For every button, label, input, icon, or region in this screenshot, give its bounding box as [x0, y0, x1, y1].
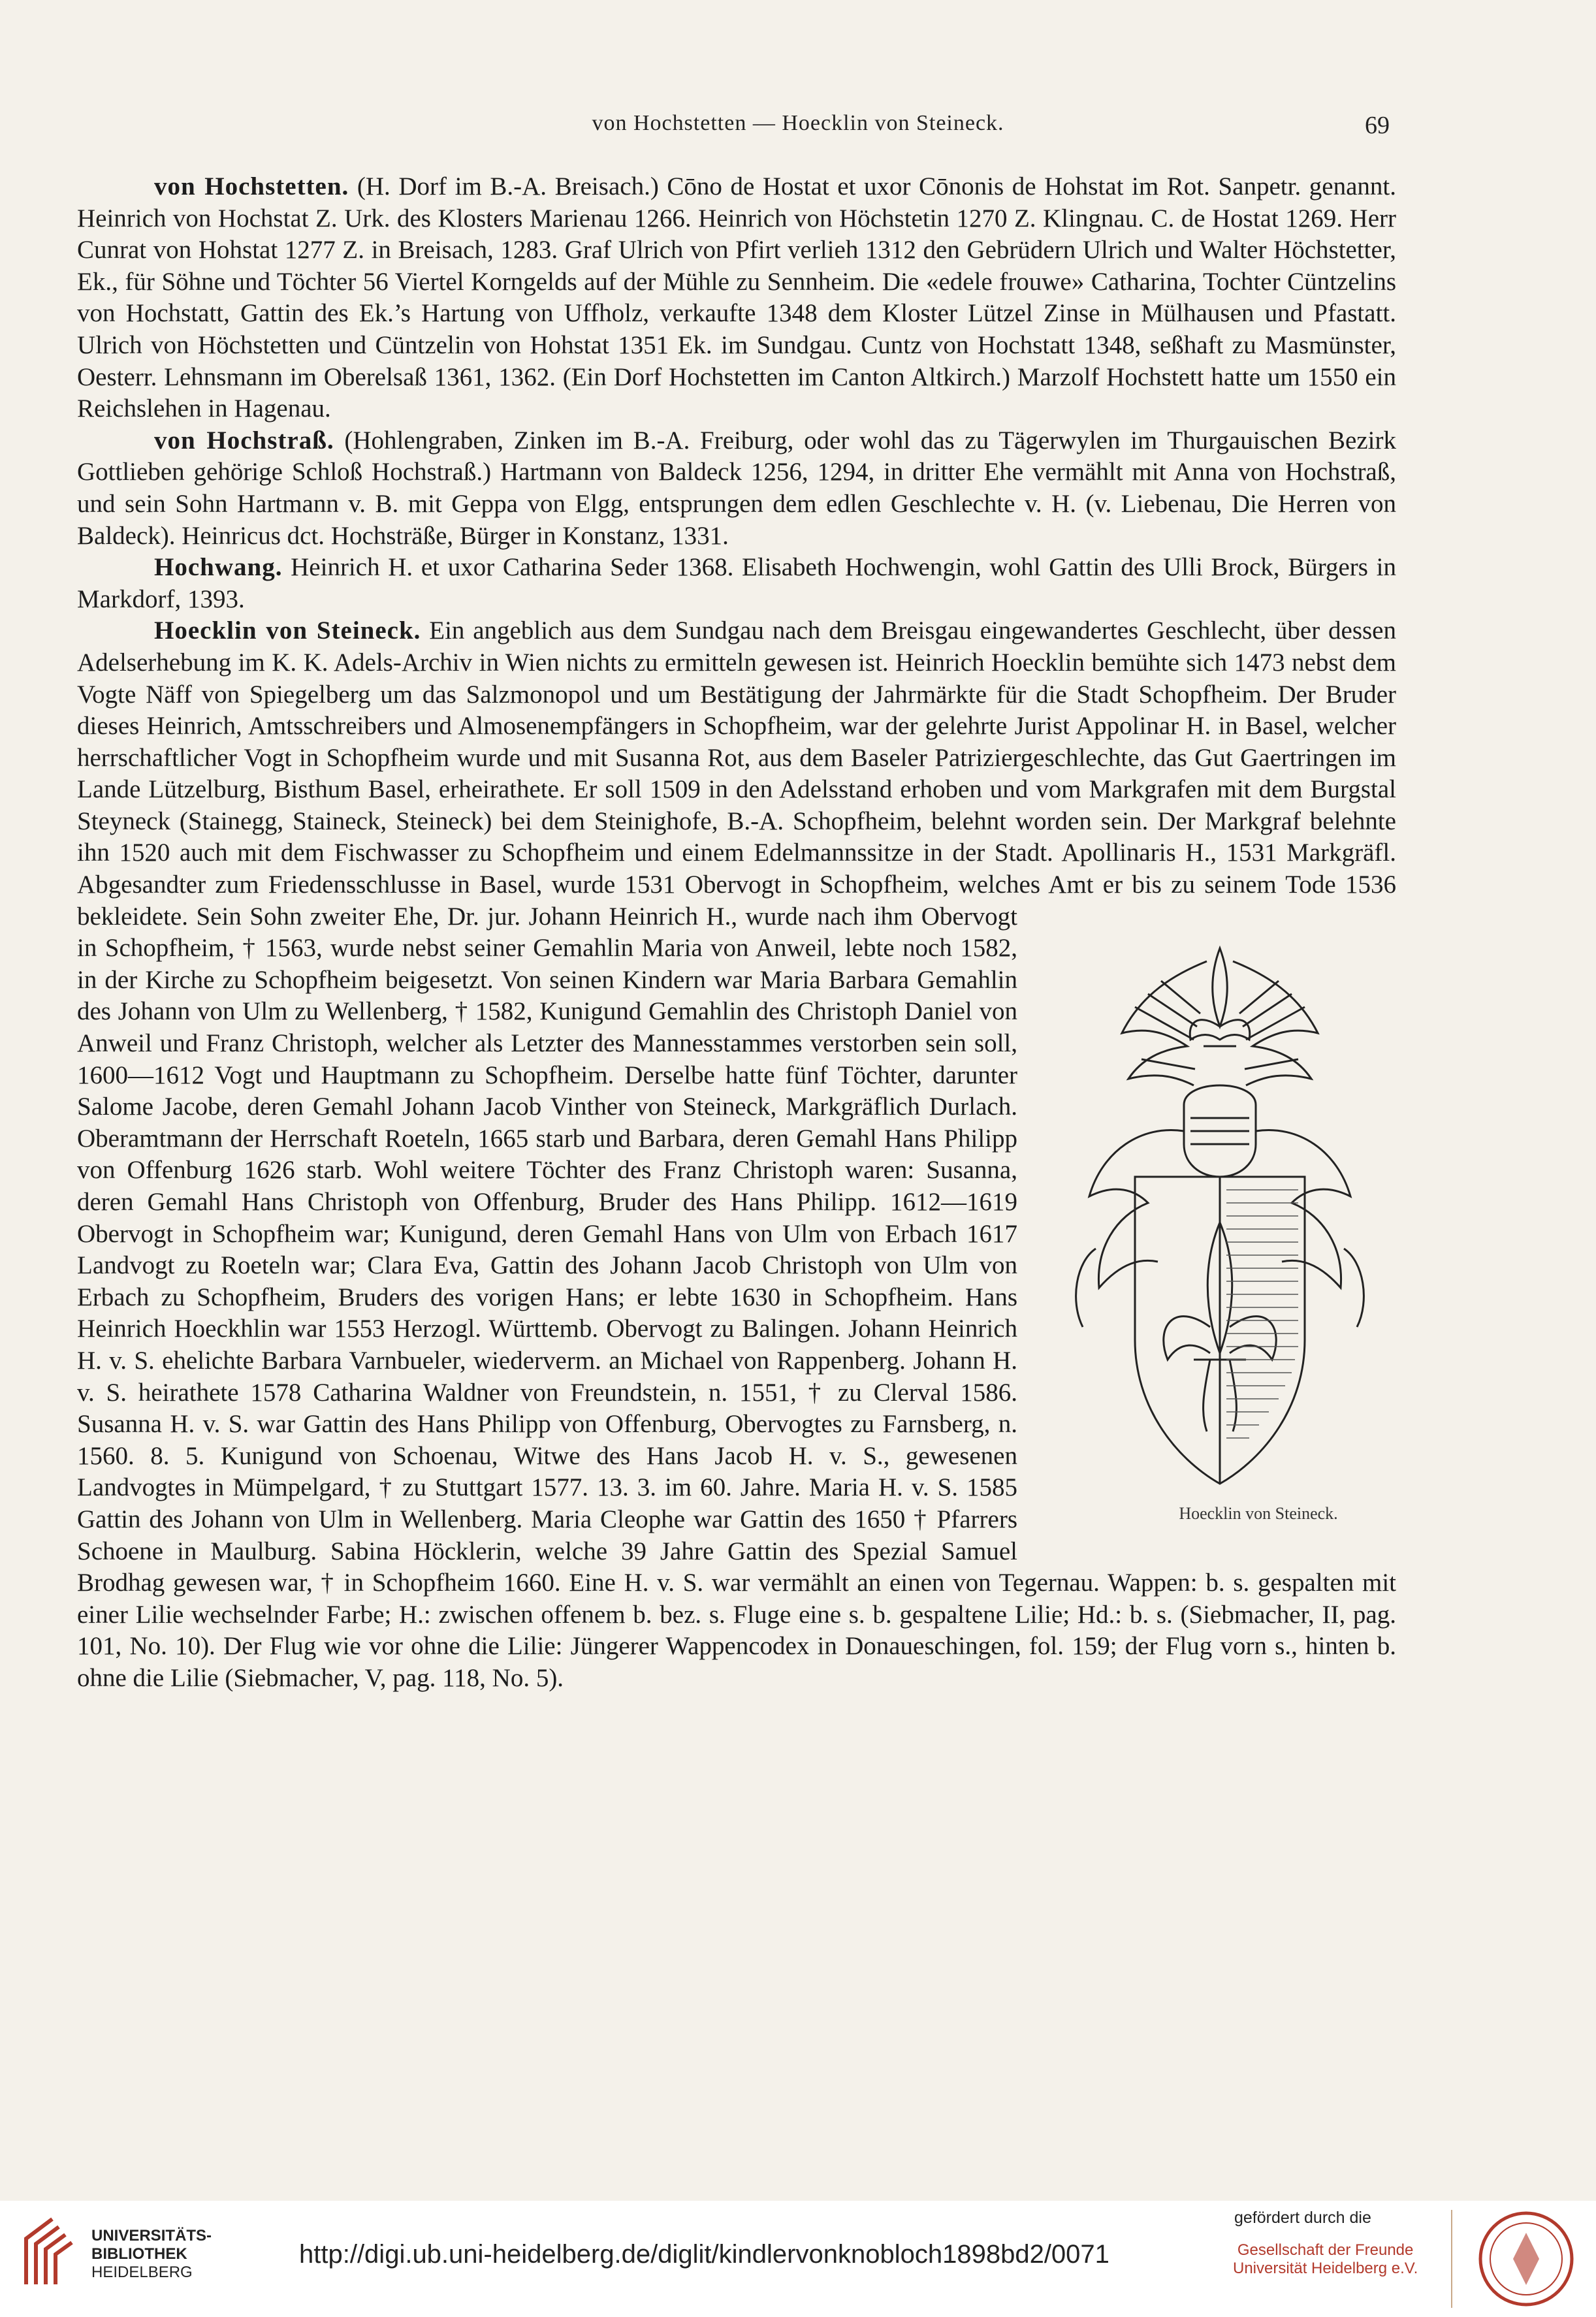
society-name: Gesellschaft der Freunde Universität Heidelberg e.V. — [1233, 2241, 1418, 2277]
entry-hoecklin — [77, 615, 1396, 1694]
entry-text: (H. Dorf im B.-A. Breisach.) Cōno de Hostat et uxor Cōnonis de Hohstat im Rot. Sanpetr. genannt. Heinrich von Hochstat Z. Urk. des Klosters Marienau 1266. Heinrich von Höchstetin 1270 Z. Klingnau. C. de Hostat 1269. Herr Cunrat von Hohstat 1277 Z. in Breisach, 1283. Graf Ulrich von Pfirt verlieh 1312 den Gebrüdern Ulrich und Walter Höchstetter, Ek., für Söhne und Töchter 56 Viertel Korngelds auf der Mühle zu Sennheim. Die «edele frouwe» Catharina, Tochter Cüntzelins von Hochstatt, Gattin des Ek.’s Hartung von Uffholz, verkaufte 1348 dem Kloster Lützel Zinse in Mülhausen und Pfastatt. Ulrich von Höchstetten und Cüntzelin von Hohstat 1351 Ek. im Sundgau. Cuntz von Hochstatt 1348, seßhaft zu Masmünster, Oesterr. Lehnsmann im Oberelsaß 1361, 1362. (Ein Dorf Hochstetten im Canton Altkirch.) Marzolf Hochstett hatte um 1550 ein Reichslehen in Hagenau. — [77, 172, 1396, 423]
entry-text-continued: Sein Sohn zweiter Ehe, Dr. jur. Johann Heinrich H., wurde nach ihm Obervogt in Schopfheim, † 1563, wurde nebst seiner Gemahlin Maria von Anweil, lebte noch 1582, in der Kirche zu Schopfheim beigesetzt. Von seinen Kindern war Maria Barbara Gemahlin des Johann von Ulm zu Wellenberg, † 1582, Kunigund Gemahlin des Christoph Daniel von Anweil und Franz Christoph, welcher als Letzter des Mannesstammes verstorben sein soll, 1600—1612 Vogt und Hauptmann zu Schopfheim. Derselbe hatte fünf Töchter, darunter Salome Jacobe, deren Gemahl Johann Jacob Vinther von Steineck, Markgräflich Durlach. Oberamtmann der Herrschaft Roeteln, 1665 starb und Barbara, deren Gemahl Hans Philipp von Offenburg 1626 starb. Wohl weitere Töchter des Franz Christoph waren: Susanna, deren Gemahl Hans Christoph von Offenburg, Bruder des Hans Philipp. 1612—1619 Obervogt in Schopfheim war; Kunigund, deren Gemahl Hans von Ulm von Erbach 1617 Landvogt zu Roeteln war; Clara Eva, Gattin des Johann Jacob Christoph von Ulm von Erbach zu Schopfheim, Bruders des vorigen Hans; er lebte 1630 in Schopfheim. Hans Heinrich Hoeckhlin war 1553 Herzogl. Württemb. Obervogt zu Balingen. Johann Heinrich H. v. S. ehelichte Barbara Varnbueler, wiederverm. an Michael von Rappenberg. Johann H. v. S. heirathete 1578 Catharina Waldner von Freundstein, n. 1551, † zu Clerval 1586. Susanna H. v. S. war Gattin des Hans Philipp von Offenburg, Obervogtes zu Farnsberg, n. 1560. 8. 5. Kunigund von Schoenau, Witwe des Hans Jacob H. v. S., gewesenen Landvogtes in Mümpelgard, † zu Stuttgart 1577. 13. 3. im 60. Jahre. Maria H. v. S. 1585 Gattin des Johann von Ulm in Wellenberg. Maria Cleophe war Gattin des 1650 † Pfarrers Schoene in Maulburg. Sabina Höcklerin, welche 39 Jahre Gattin des Spezial Samuel Brodhag gewesen war, † in Schopfheim 1660. Eine H. v. S. war vermählt an einen von Tegernau. Wappen: b. s. gespalten mit einer Lilie wechselnder Farbe; H.: zwischen offenem b. bez. s. Fluge eine s. b. gespaltene Lilie; Hd.: b. s. (Siebmacher, II, pag. 101, No. 10). Der Flug wie vor ohne die Lilie: Jüngerer Wappencodex in Donaueschingen, fol. 159; der Flug vorn s., hinten b. ohne die Lilie (Siebmacher, V, pag. 118, No. 5). — [77, 902, 1396, 1692]
divider — [1451, 2210, 1452, 2308]
entry-hochstetten — [77, 171, 1396, 425]
running-title: von Hochstetten — Hoecklin von Steineck. — [592, 111, 1004, 135]
library-name: UNIVERSITÄTS- BIBLIOTHEK HEIDELBERG — [91, 2227, 212, 2281]
permalink-url[interactable]: http://digi.ub.uni-heidelberg.de/diglit/kindlervonknobloch1898bd2/0071 — [299, 2240, 1109, 2269]
entry-hochwang — [77, 552, 1396, 615]
entry-text: (Hohlengraben, Zinken im B.-A. Freiburg, oder wohl das zu Tägerwylen im Thurgauischen Bezirk Gottlieben gehörige Schloß Hochstraß.) Hartmann von Baldeck 1256, 1294, in dritter Ehe vermählt mit Anna von Hochstraß, und sein Sohn Hartmann v. B. mit Geppa von Elgg, entsprungen dem edlen Geschlechte v. H. (v. Liebenau, Die Herren von Baldeck). Heinricus dct. Hochsträße, Bürger in Konstanz, 1331. — [77, 426, 1396, 550]
funded-by-label: gefördert durch die — [1234, 2209, 1371, 2227]
library-logo-icon — [20, 2213, 85, 2291]
headword: Hochwang. — [154, 553, 283, 582]
headword: von Hochstetten. — [154, 172, 349, 200]
entry-text: Ein angeblich aus dem Sundgau nach dem Breisgau eingewandertes Geschlecht, über dessen Adelserhebung im K. K. Adels-Archiv in Wien nichts zu ermitteln gewesen ist. Heinrich Hoecklin bemühte sich 1473 nebst dem Vogte Näff von Spiegelberg um das Salzmonopol und um Bestätigung der Jahrmärkte für die Stadt Schopfheim. Der Bruder dieses Heinrich, Amtsschreibers und Almosenempfängers in Schopfheim, war der gelehrte Jurist Appolinar H. in Basel, welcher herrschaftlicher Vogt in Schopfheim wurde und mit Susanna Rot, aus dem Baseler Patriziergeschlechte, das Gut Gaertringen im Lande Lützelburg, Bisthum Basel, erheirathete. Er soll 1509 in den Adelsstand erhoben und vom Markgrafen mit dem Burgstal Steyneck (Stainegg, Staineck, Steineck) bei dem Steinighofe, B.-A. Schopfheim, belehnt worden sein. Der Markgraf belehnte ihn 1520 auch mit dem Fischwasser zu Schopfheim und einem Edelmannssitze in der Stadt. Apollinaris H., 1531 Markgräfl. Abgesandter zum Friedensschlusse in Basel, wurde 1531 Obervogt in Schopfheim, welches Amt er bis zu seinem Tode 1536 bekleidete. — [77, 616, 1396, 931]
entry-hochstrass — [77, 425, 1396, 552]
headword: von Hochstraß. — [154, 426, 334, 455]
society-seal-icon — [1477, 2210, 1575, 2308]
page-number: 69 — [1365, 112, 1390, 139]
headword: Hoecklin von Steineck. — [154, 616, 421, 645]
entry-text: Heinrich H. et uxor Catharina Seder 1368. Elisabeth Hochwengin, wohl Gattin des Ulli Brock, Bürgers in Markdorf, 1393. — [77, 553, 1396, 613]
coat-of-arms-figure — [1044, 935, 1396, 1542]
figure-caption: Hoecklin von Steineck. — [1179, 1503, 1338, 1523]
coat-of-arms-icon — [1044, 935, 1396, 1497]
footer-bar — [0, 2201, 1596, 2317]
article-body — [77, 171, 1396, 1695]
